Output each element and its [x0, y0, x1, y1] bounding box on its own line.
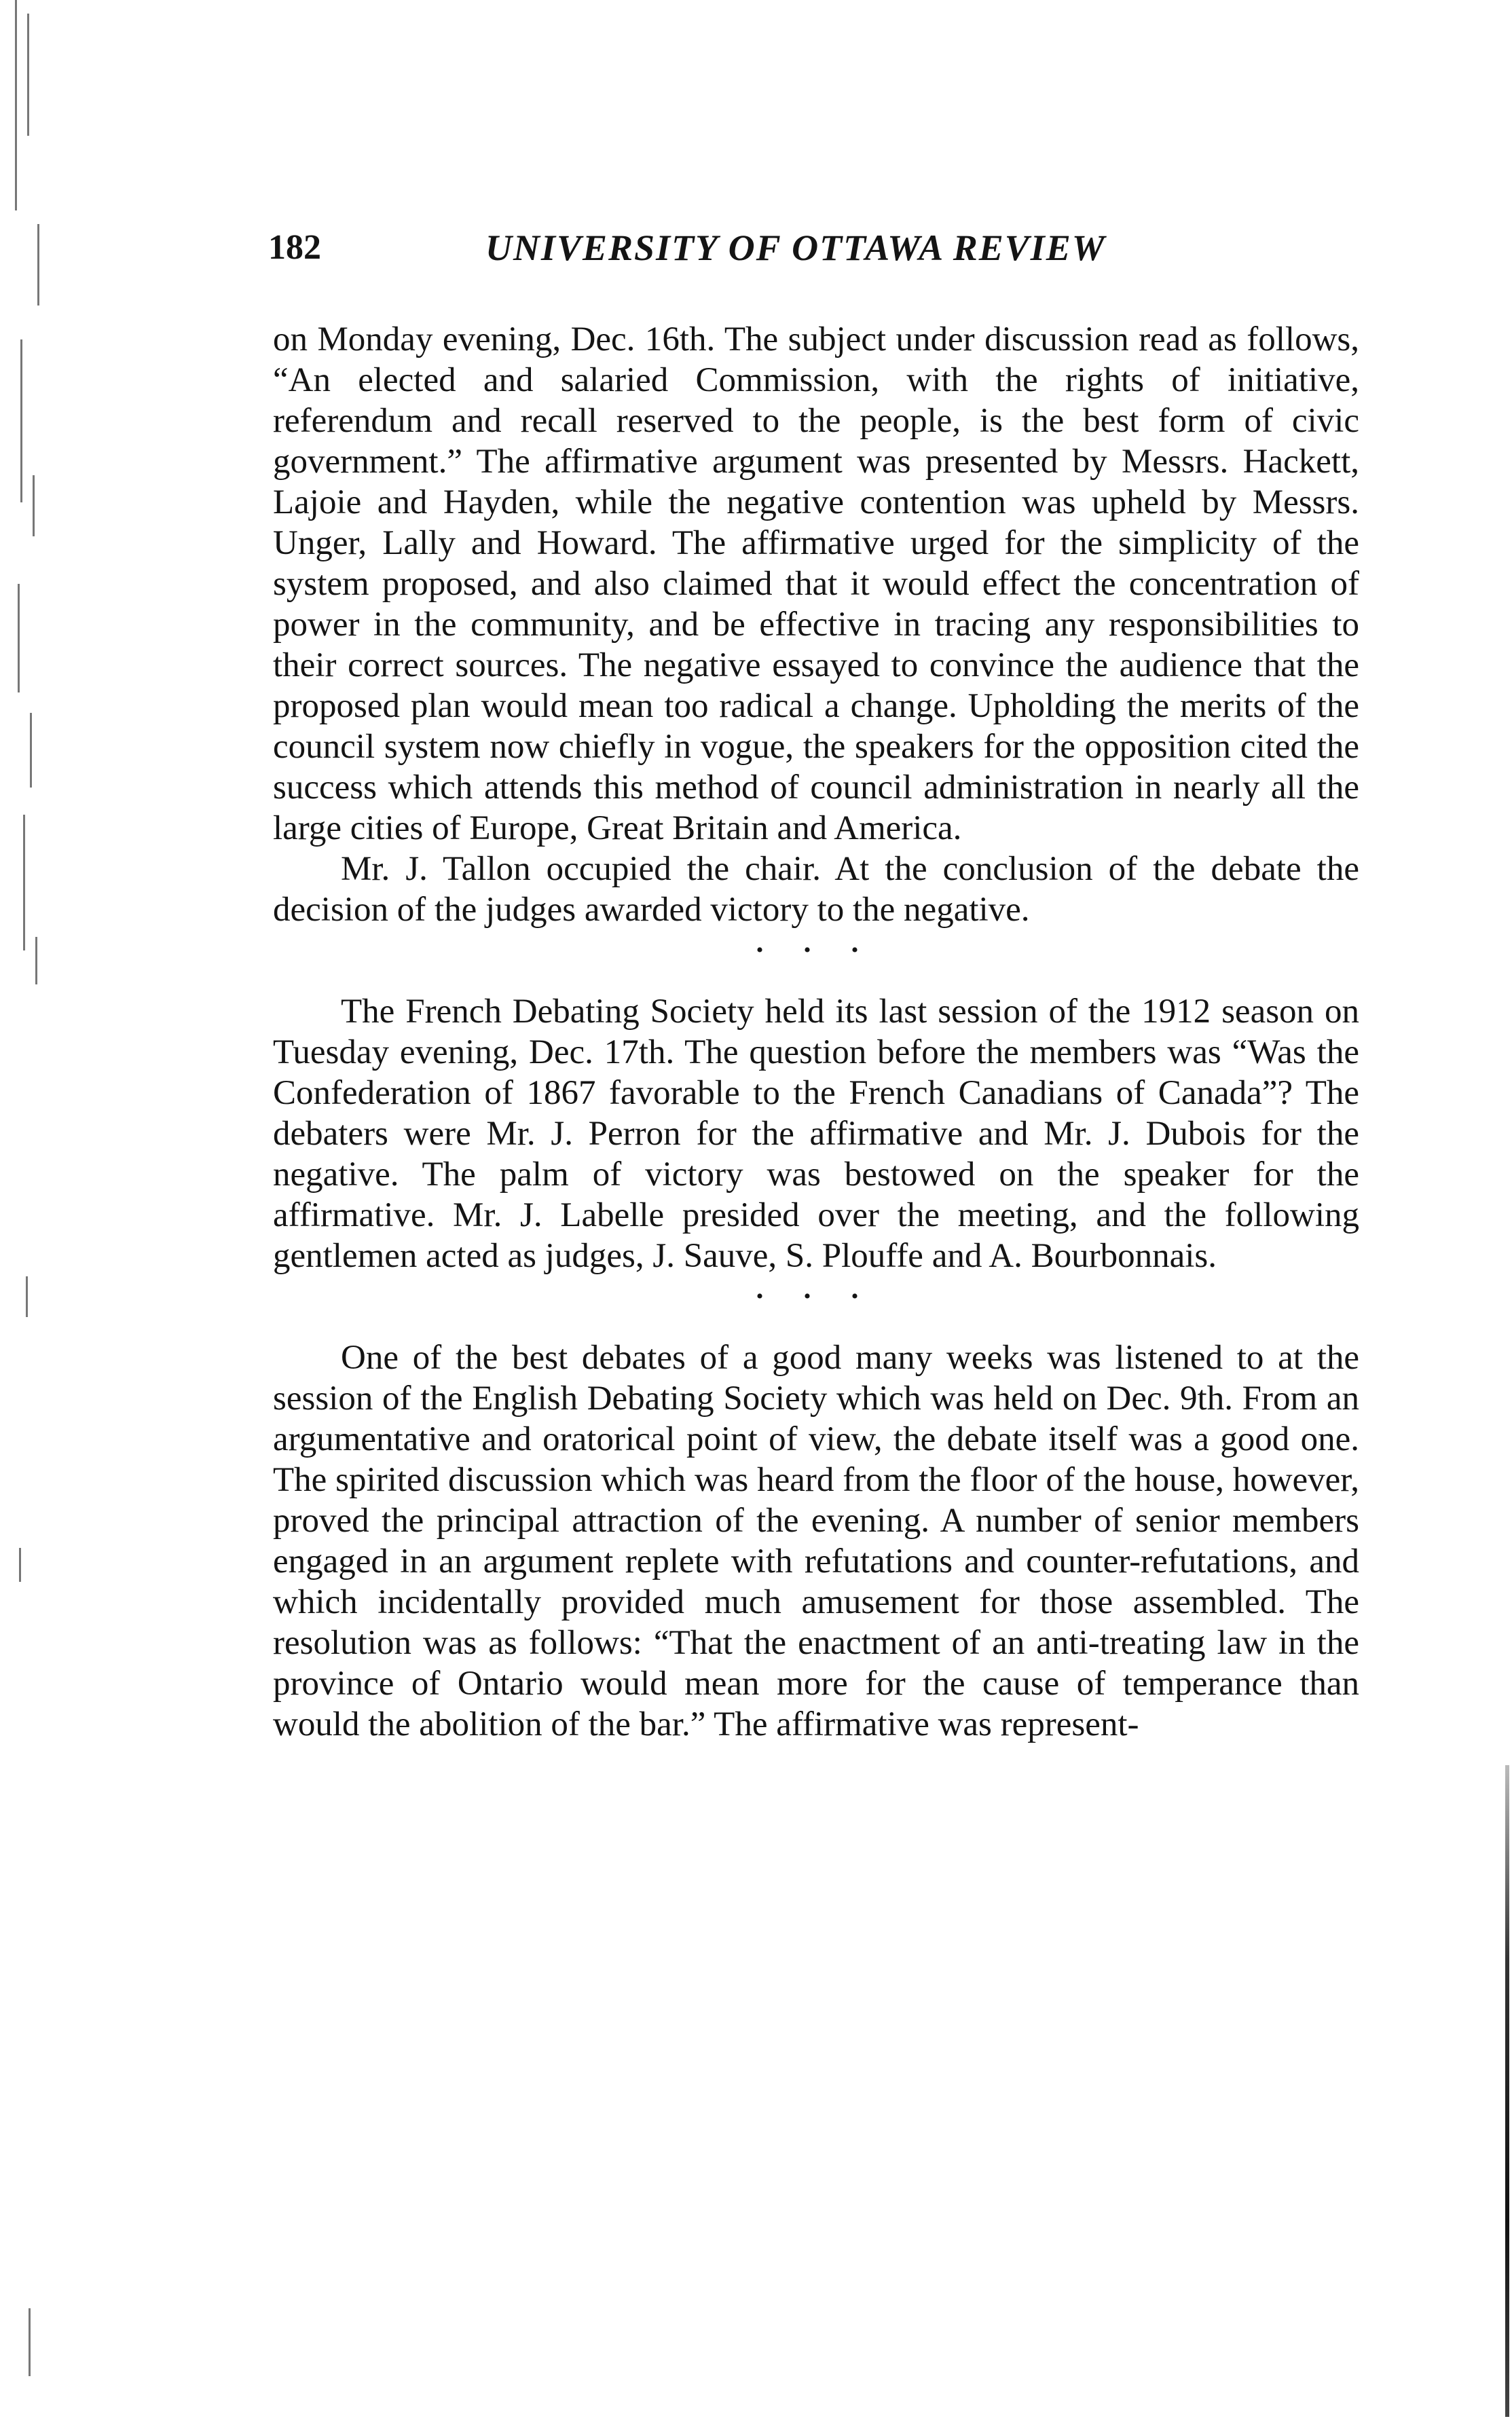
section-separator: • • •: [756, 1285, 877, 1308]
page-number: 182: [268, 228, 321, 267]
page-header: [268, 221, 1361, 275]
article-body: [273, 319, 1359, 1745]
scan-edge-noise: [0, 0, 61, 2423]
section-separator: • • •: [756, 939, 877, 961]
paragraph: The French Debating Society held its last session of the 1912 season on Tuesday evening, Dec. 17th. The question before the members was “Was the Confederation of 1867 favorable to the French Canadians of Canada”? The debaters were Mr. J. Perron for the affirmative and Mr. J. Dubois for the negative. The palm of victory was bestowed on the speaker for the affirmative. Mr. J. Labelle presided over the meeting, and the following gentlemen acted as judges, J. Sauve, S. Plouffe and A. Bourbonnais.: [273, 993, 1359, 1275]
scan-edge-line: [1505, 1765, 1509, 2417]
paragraph-continued: on Monday evening, Dec. 16th. The subject under discussion read as follows, “An elected and salaried Commission, with the rights of initiative, referendum and recall reserved to the people, is the best form of civic government.” The affirmative argument was presented by Messrs. Hackett, Lajoie and Hayden, while the negative contention was upheld by Messrs. Unger, Lally and Howard. The affirmative urged for the simplicity of the system proposed, and also claimed that it would effect the concentration of power in the community, and be effective in tracing any responsibilities to their correct sources. The negative essayed to convince the audience that the proposed plan would mean too radical a change. Upholding the merits of the council system now chiefly in vogue, the speakers for the opposition cited the success which attends this method of council administration in nearly all the large cities of Europe, Great Britain and America.: [273, 320, 1359, 847]
paragraph: One of the best debates of a good many weeks was listened to at the session of the English Debating Society which was held on Dec. 9th. From an argumentative and oratorical point of view, the debate itself was a good one. The spirited discussion which was heard from the floor of the house, however, proved the principal attraction of the evening. A number of senior members engaged in an argument replete with refutations and counter-refutations, and which incidentally provided much amusement for those assembled. The resolution was as follows: “That the enactment of an anti-treating law in the province of Ontario would mean more for the cause of temperance than would the abolition of the bar.” The affirmative was represent-: [273, 1339, 1359, 1743]
running-head: UNIVERSITY OF OTTAWA REVIEW: [485, 227, 1106, 268]
paragraph: Mr. J. Tallon occupied the chair. At the conclusion of the debate the decision of the judges awarded victory to the negative.: [273, 850, 1359, 929]
